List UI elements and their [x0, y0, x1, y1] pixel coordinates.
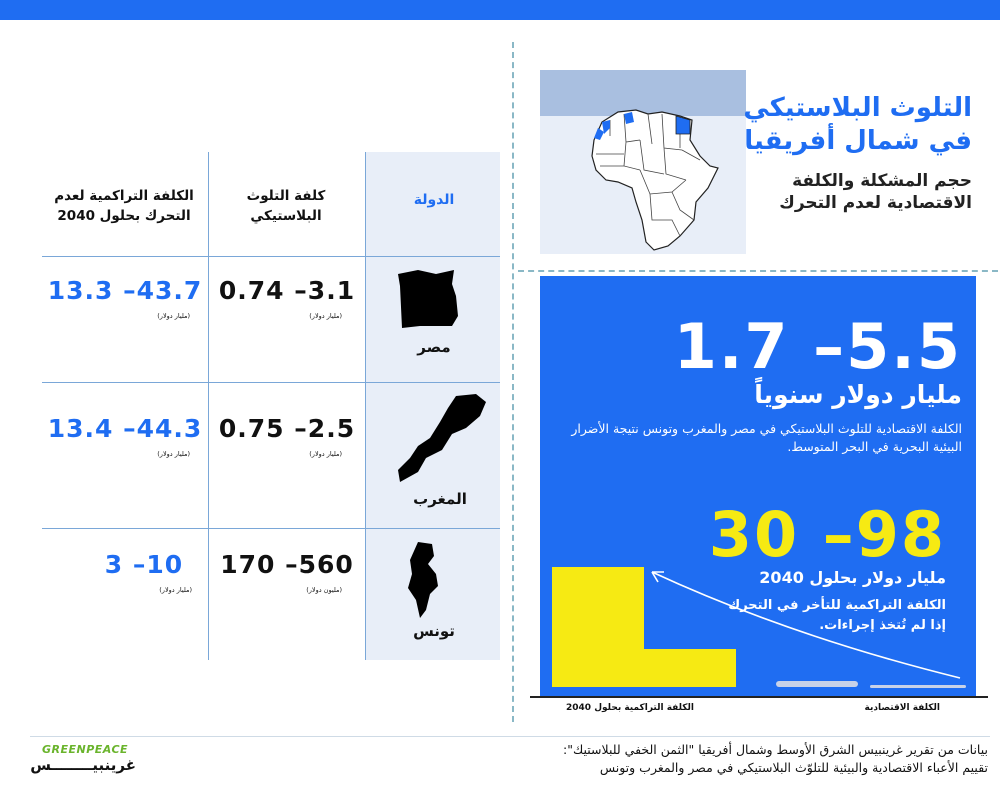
subtitle-line1: حجم المشكلة والكلفة: [792, 171, 972, 191]
title-line2: في شمال أفريقيا: [744, 126, 972, 156]
pollution-cost-value: 560– 170: [220, 550, 354, 579]
egypt-map-icon: [396, 266, 460, 332]
africa-map-icon: [540, 70, 746, 254]
subtitle-line2: الاقتصادية لعدم التحرك: [779, 193, 972, 213]
cumulative-cost-value: 44.3– 13.4: [47, 414, 203, 443]
vertical-divider: [512, 42, 514, 722]
cumulative-cost-unit: (مليار دولار): [157, 312, 190, 320]
source-line1: بيانات من تقرير غرينبيس الشرق الأوسط وشمال أفريقيا "الثمن الخفي للبلاستيك":: [563, 742, 988, 757]
pollution-cost-unit: (مليار دولار): [309, 312, 342, 320]
cumulative-cost-unit: (مليار دولار): [159, 586, 192, 594]
header-country: الدولة: [413, 192, 455, 208]
footer-divider: [30, 736, 990, 737]
economic-cost-number: 5.5– 1.7: [673, 310, 962, 383]
cumulative-cost-unit: مليار دولار بحلول 2040: [759, 568, 946, 587]
cumulative-cost-description: الكلفة التراكمية للتأخر في التحرك إذا لم تُتخذ إجراءات.: [728, 598, 946, 633]
horizontal-divider: [518, 270, 998, 272]
greenpeace-logo: GREENPEACE: [42, 743, 129, 756]
title-line1: التلوث البلاستيكي: [743, 93, 972, 123]
col-divider: [208, 152, 209, 660]
country-name: المغرب: [413, 490, 467, 508]
header-pollution-cost: كلفة التلوث البلاستيكي: [246, 188, 326, 224]
economic-bar-high: [776, 681, 858, 687]
pollution-cost-unit: (مليار دولار): [309, 450, 342, 458]
tunisia-map-icon: [404, 540, 444, 620]
country-name: مصر: [417, 338, 451, 356]
col-divider: [365, 152, 366, 660]
xlabel-economic: الكلفة الاقتصادية: [864, 703, 940, 713]
economic-cost-description: الكلفة الاقتصادية للتلوث البلاستيكي في مصر والمغرب وتونس نتيجة الأضرار البيئية البحرية في البحر المتوسط.: [571, 421, 962, 454]
morocco-map-icon: [396, 392, 488, 484]
economic-cost-panel: [540, 276, 976, 696]
pollution-cost-value: 3.1– 0.74: [218, 276, 356, 305]
pollution-cost-value: 2.5– 0.75: [218, 414, 356, 443]
source-line2: تقييم الأعباء الاقتصادية والبيئية للتلوّث البلاستيكي في مصر والمغرب وتونس: [599, 760, 988, 775]
africa-map: [540, 70, 746, 254]
cumulative-cost-value: 43.7– 13.3: [47, 276, 203, 305]
page-subtitle: [779, 170, 972, 214]
cumulative-bar-low: [644, 649, 736, 687]
row-divider: [42, 382, 500, 383]
cumulative-bar-high: [552, 567, 644, 687]
economic-bar-low: [870, 685, 966, 688]
country-name: تونس: [413, 622, 455, 640]
cumulative-cost-value: 10– 3: [104, 550, 184, 579]
top-bar: [0, 0, 1000, 20]
row-divider: [42, 256, 500, 257]
greenpeace-logo-arabic: غرينبيــــــــس: [30, 756, 136, 774]
cumulative-cost-unit: (مليار دولار): [157, 450, 190, 458]
page-title: [743, 92, 972, 158]
bar-axis: [530, 696, 988, 698]
cumulative-cost-number: 98– 30: [708, 498, 946, 571]
row-divider: [42, 528, 500, 529]
xlabel-cumulative: الكلفة التراكمية بحلول 2040: [566, 703, 694, 713]
pollution-cost-unit: (مليون دولار): [306, 586, 342, 594]
economic-cost-unit: مليار دولار سنوياً: [754, 380, 962, 409]
header-cumulative-cost: الكلفة التراكمية لعدم التحرك بحلول 2040: [54, 188, 194, 224]
